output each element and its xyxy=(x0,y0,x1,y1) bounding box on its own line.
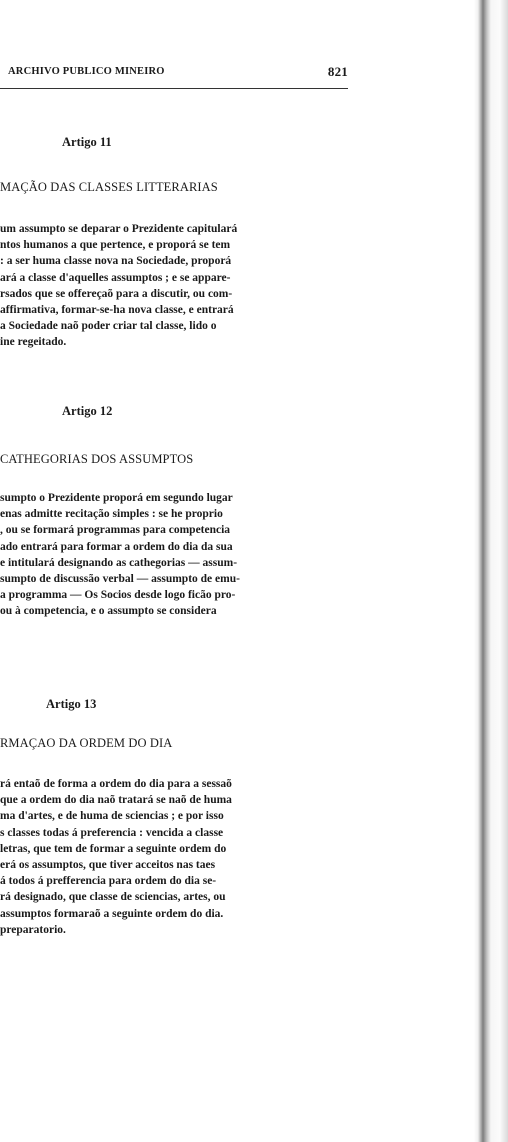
paragraph-line: rá designado, que classe de sciencias, artes, ou xyxy=(0,891,226,904)
paragraph-line: enas admitte recitação simples : se he proprio xyxy=(0,508,223,521)
running-head-title: ARCHIVO PUBLICO MINEIRO xyxy=(8,66,165,77)
article-heading: Artigo 11 xyxy=(62,135,112,149)
paragraph-line: ma d'artes, e de huma de sciencias ; e por isso xyxy=(0,810,224,823)
paragraph-line: : a ser huma classe nova na Sociedade, proporá xyxy=(0,255,232,268)
header-rule xyxy=(0,88,348,89)
paragraph-line: ntos humanos a que pertence, e proporá se tem xyxy=(0,239,231,252)
paragraph-line: rsados que se offereçaõ para a discutir, ou com- xyxy=(0,287,233,300)
paragraph-line: a programma — Os Socios desde logo ficão pro- xyxy=(0,589,236,602)
paragraph-line: á todos á prefferencia para ordem do dia se- xyxy=(0,875,217,888)
paragraph-line: preparatorio. xyxy=(0,923,66,936)
paragraph-line: s classes todas á preferencia : vencida a classe xyxy=(0,826,224,839)
running-head xyxy=(8,66,348,82)
paragraph-line: affirmativa, formar-se-ha nova classe, e entrará xyxy=(0,303,234,316)
article-paragraph xyxy=(0,490,350,620)
paragraph-line: ará a classe d'aquelles assumptos ; e se appare- xyxy=(0,271,231,284)
paragraph-line: sumpto o Prezidente proporá em segundo lugar xyxy=(0,492,233,504)
page-number: 821 xyxy=(327,64,348,79)
paragraph-line: ine regeitado. xyxy=(0,336,67,349)
article-heading: Artigo 12 xyxy=(62,404,113,418)
article-subtitle: MAÇÃO DAS CLASSES LITTERARIAS xyxy=(0,180,218,194)
paragraph-line: rá entaõ de forma a ordem do dia para a sessaõ xyxy=(0,778,232,790)
paragraph-line: , ou se formará programmas para competencia xyxy=(0,524,231,537)
book-spine-gutter xyxy=(474,0,508,1142)
article-paragraph xyxy=(0,221,350,351)
article-subtitle: CATHEGORIAS DOS ASSUMPTOS xyxy=(0,452,194,466)
article-heading: Artigo 13 xyxy=(46,697,97,711)
paragraph-line: ou à competencia, e o assumpto se considera xyxy=(0,605,217,618)
paragraph-line: sumpto de discussão verbal — assumpto de emu- xyxy=(0,572,240,585)
paragraph-line: um assumpto se deparar o Prezidente capitulará xyxy=(0,223,238,235)
paragraph-line: a Sociedade naõ poder criar tal classe, lido o xyxy=(0,320,217,333)
paragraph-line: erá os assumptos, que tiver acceitos nas taes xyxy=(0,858,216,871)
paragraph-line: que a ordem do dia naõ tratará se naõ de huma xyxy=(0,794,232,807)
paragraph-line: e intitulará designando as cathegorias — assum- xyxy=(0,556,238,569)
paragraph-line: ado entrará para formar a ordem do dia da sua xyxy=(0,540,233,553)
article-subtitle: RMAÇAO DA ORDEM DO DIA xyxy=(0,736,173,750)
paragraph-line: assumptos formaraõ a seguinte ordem do dia. xyxy=(0,907,224,920)
paragraph-line: letras, que tem de formar a seguinte ordem do xyxy=(0,842,227,855)
article-paragraph xyxy=(0,776,350,938)
